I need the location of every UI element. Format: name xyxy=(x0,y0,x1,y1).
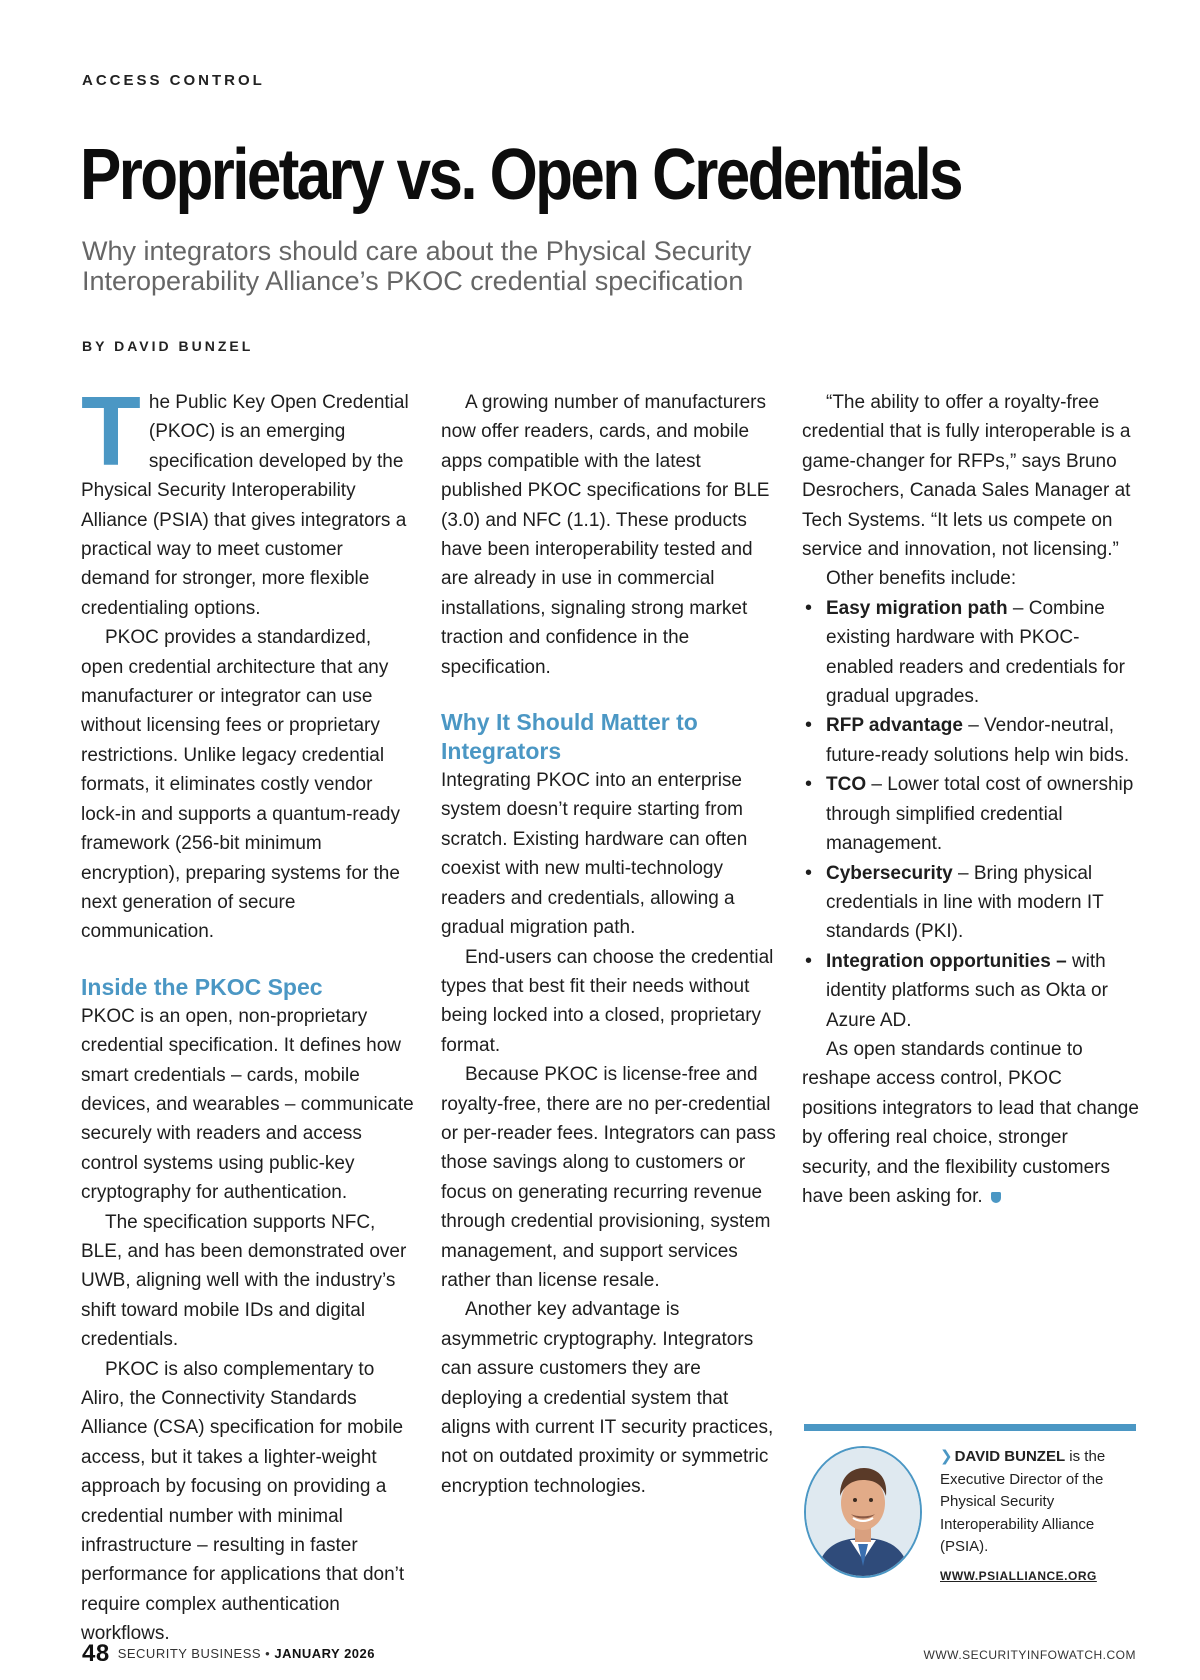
bio-divider xyxy=(804,1424,1136,1431)
paragraph-continued: Another key advantage is asymmetric cryptography. Integrators can assure customers they are deploying a credential system that aligns with current IT security practices, not on outdated proximity or symmetric encryption technologies. xyxy=(441,1299,774,1497)
paragraph: Other benefits include: xyxy=(826,568,1017,590)
article-column-2 xyxy=(441,388,776,1501)
paragraph-text: As open standards continue to reshape access control, PKOC positions integrators to lead that change by offering real choice, stronger security, and the flexibility customers have been asking for. xyxy=(802,1038,1139,1207)
list-item xyxy=(802,947,1142,1035)
list-item-separator: – xyxy=(1007,597,1029,619)
author-name: DAVID BUNZEL xyxy=(954,1448,1066,1465)
list-item-separator: – xyxy=(962,715,985,737)
drop-cap: T xyxy=(81,376,141,486)
quote-paragraph: “The ability to offer a royalty-free credential that is fully interoperable is a game-changer for RFPs,” says Bruno Desrochers, Canada Sales Manager at Tech Systems. “It lets us compete on service and innovation, not licensing.” xyxy=(802,392,1131,561)
page-title: Proprietary vs. Open Credentials xyxy=(80,135,961,215)
list-item-term: Integration opportunities – xyxy=(826,950,1067,972)
closing-paragraph xyxy=(802,1035,1142,1211)
subhead-inside-pkoc: Inside the PKOC Spec xyxy=(81,973,323,1000)
paragraph-intro xyxy=(81,376,416,623)
section-label: ACCESS CONTROL xyxy=(82,72,265,89)
author-bio xyxy=(940,1446,1140,1587)
author-website-link[interactable]: WWW.PSIALLIANCE.ORG xyxy=(940,1568,1097,1583)
list-item-separator: – xyxy=(866,774,888,796)
byline: BY DAVID BUNZEL xyxy=(82,338,254,354)
list-item-term: RFP advantage xyxy=(826,715,963,737)
paragraph: Because PKOC is license-free and royalty-free, there are no per-credential or per-reader fees. Integrators can pass those savings along to customers or focus on generating recurring revenue through credential provisioning, system management, and support services rather than license resale. xyxy=(441,1064,776,1291)
list-item xyxy=(802,711,1142,770)
paragraph-continued: PKOC is also complementary to Aliro, the Connectivity Standards Alliance (CSA) specification for mobile access, but it takes a lighter-weight approach by focusing on providing a credential number with minimal infrastructure – resulting in faster performance for applications that don’t require complex authentication workflows. xyxy=(81,1358,405,1645)
paragraph: PKOC is an open, non-proprietary credential specification. It defines how smart credentials – cards, mobile devices, and wearables – communicate securely with readers and access control systems using public-key cryptography for authentication. xyxy=(81,1005,414,1204)
end-mark-icon xyxy=(991,1192,1001,1203)
paragraph: A growing number of manufacturers now offer readers, cards, and mobile apps compatible with the latest published PKOC specifications for BLE (3.0) and NFC (1.1). These products have been interoperability tested and are already in use in commercial installations, signaling strong market traction and confidence in the specification. xyxy=(441,392,770,678)
list-item-term: TCO xyxy=(826,774,867,796)
author-portrait-icon xyxy=(806,1448,920,1576)
author-photo xyxy=(804,1446,922,1578)
author-description: is the Executive Director of the Physical Security Interoperability Alliance (PSIA). xyxy=(940,1448,1106,1555)
publication-name: SECURITY BUSINESS xyxy=(117,1646,262,1661)
paragraph-text: he Public Key Open Credential (PKOC) is an emerging specification developed by the Physical Security Interoperability Alliance (PSIA) that gives integrators a practical way to meet customer demand for stronger, more flexible credentialing options. xyxy=(81,392,409,619)
issue-date: JANUARY 2026 xyxy=(274,1646,375,1661)
paragraph: Integrating PKOC into an enterprise system doesn’t require starting from scratch. Existing hardware can often coexist with new multi-technology readers and credentials, allowing a gradual migration path. xyxy=(441,770,748,939)
article-column-1 xyxy=(81,376,416,1649)
article-column-3 xyxy=(802,388,1142,1211)
page-footer: 48 SECURITY BUSINESS • JANUARY 2026 xyxy=(82,1640,375,1667)
list-item-term: Cybersecurity xyxy=(826,862,953,884)
list-item-text: Vendor-neutral, future-ready solutions help win bids. xyxy=(826,715,1130,766)
benefits-list xyxy=(802,594,1142,1035)
list-item-term: Easy migration path xyxy=(826,597,1008,619)
paragraph: The specification supports NFC, BLE, and has been demonstrated over UWB, aligning well with the industry’s shift toward mobile IDs and digital credentials. xyxy=(81,1211,407,1351)
chevron-right-icon: ❯ xyxy=(940,1448,953,1465)
list-item-text: Lower total cost of ownership through simplified credential management. xyxy=(826,774,1134,855)
article-deck: Why integrators should care about the Physical Security Interoperability Alliance’s PKOC credential specification xyxy=(82,236,752,296)
paragraph: PKOC provides a standardized, open credential architecture that any manufacturer or integrator can use without licensing fees or proprietary restrictions. Unlike legacy credential formats, it eliminates costly vendor lock-in and supports a quantum-ready framework (256-bit minimum encryption), preparing systems for the next generation of secure communication. xyxy=(81,627,400,943)
subhead-why-matter: Why It Should Matter to Integrators xyxy=(441,709,698,765)
list-item xyxy=(802,770,1142,858)
list-item xyxy=(802,594,1142,712)
list-item-separator: – xyxy=(952,862,974,884)
paragraph: End-users can choose the credential types that best fit their needs without being locked into a closed, proprietary format. xyxy=(441,946,774,1056)
list-item-text: Combine existing hardware with PKOC-enabled readers and credentials for gradual upgrades. xyxy=(826,597,1125,708)
footer-website[interactable]: WWW.SECURITYINFOWATCH.COM xyxy=(923,1648,1136,1662)
list-item xyxy=(802,859,1142,947)
page-number: 48 xyxy=(82,1640,110,1667)
list-item-text: Bring physical credentials in line with modern IT standards (PKI). xyxy=(826,862,1104,943)
list-item-text: with identity platforms such as Okta or Azure AD. xyxy=(826,950,1108,1031)
